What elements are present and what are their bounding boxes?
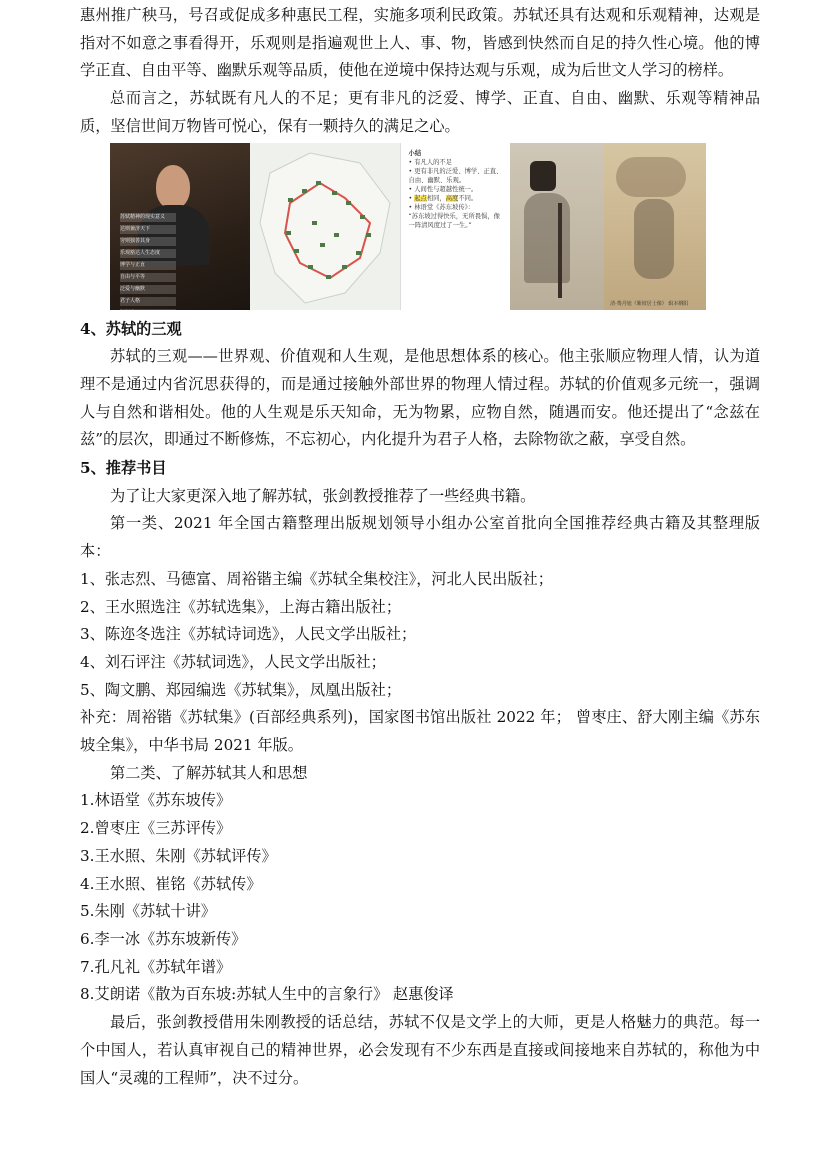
figure-shape [616,157,686,197]
summary-title: 小结 [408,149,422,157]
book-item: 8.艾朗诺《散为百东坡:苏轼人生中的言象行》 赵惠俊译 [80,985,454,1004]
slide-line: 穷则独善其身 [120,237,176,246]
figure-shape [530,161,556,191]
slide-line: 乐观豁达人生态度 [120,249,176,258]
slide-line: 自由与平等 [120,273,176,282]
lecturer-head-shape [156,165,190,209]
book-item: 2.曾枣庄《三苏评传》 [80,819,232,838]
image-strip [110,143,706,310]
summary-quote-source: • 林语堂《苏东坡传》： [408,203,475,211]
category-1-title: 第一类、2021 年全国古籍整理出版规划领导小组办公室首批向全国推荐经典古籍及其整理版本： [80,514,760,561]
book-item: 5.朱刚《苏轼十讲》 [80,902,216,921]
summary-slide [400,143,511,310]
category-2-list [80,787,760,1009]
book-item: 6.李一冰《苏东坡新传》 [80,929,247,948]
book-item: 1、张志烈、马德富、周裕锴主编《苏轼全集校注》，河北人民出版社； [80,569,553,588]
travel-map-image [250,143,400,310]
section-5-intro: 为了让大家更深入地了解苏轼，张剑教授推荐了一些经典书籍。 [110,486,536,505]
book-item: 1.林语堂《苏东坡传》 [80,791,232,810]
map-illustration [250,143,400,310]
slide-line [120,309,176,310]
slide-line: 苏轼精神的现实意义 [120,213,176,222]
section-4-heading: 4、苏轼的三观 [80,319,182,338]
book-item: 3、陈迩冬选注《苏轼诗词选》，人民文学出版社； [80,625,417,644]
summary-bullet: • 更有非凡的泛爱、博学、正直、自由、幽默、乐观。 [408,167,503,184]
intro-paragraph-1: 惠州推广秧马，号召或促成多种惠民工程，实施多项利民政策。苏轼还具有达观和乐观精神，达观是指对不如意之事看得开，乐观则是指遍观世上人、事、物，皆感到快然而自足的持久性心境。他的博学正直、自由平等、幽默乐观等品质，使他在逆境中保持达观与乐观，成为后世文人学习的榜样。 [80,6,760,80]
slide-line: 达则兼济天下 [120,225,176,234]
summary-bullet: • 人间性与超越性统一。 [408,185,478,193]
book-item: 5、陶文鹏、郑园编选《苏轼集》，凤凰出版社； [80,680,402,699]
section-4-body: 苏轼的三观——世界观、价值观和人生观，是他思想体系的核心。他主张顺应物理人情，认为道理不是通过内省沉思获得的，而是通过接触外部世界的物理人情过程。苏轼的价值观多元统一，强调人与自然和谐相处。他的人生观是乐天知命，无为物累，应物自然，随遇而安。他还提出了“念兹在兹”的层次，即通过不断修炼，不忘初心，内化提升为君子人格，去除物欲之蔽，享受自然。 [80,347,760,449]
summary-bullet: • 起点相同，高度不同。 [408,194,478,202]
supplement-note: 补充：周裕锴《苏轼集》(百部经典系列)，国家图书馆出版社 2022 年； 曾枣庄、舒大刚主编《苏东坡全集》，中华书局 2021 年版。 [80,708,760,755]
lecturer-photo [110,143,250,310]
figure-painting [604,143,706,310]
figure-shape [634,199,674,279]
book-item: 2、王水照选注《苏轼选集》，上海古籍出版社； [80,597,402,616]
figure-shape [524,193,570,283]
book-item: 3.王水照、朱刚《苏轼评传》 [80,846,277,865]
summary-quote: “苏东坡过得快乐，无所畏惧，像一阵清风度过了一生。” [408,212,500,229]
category-2-title: 第二类、了解苏轼其人和思想 [110,763,308,782]
slide-line: 泛爱与幽默 [120,285,176,294]
painting-caption: 清·费丹旭《紫坡居士像》 辑本纲阳 [610,300,689,307]
slide-line: 君子人格 [120,297,176,306]
section-5-heading: 5、推荐书目 [80,459,167,478]
summary-note [409,149,505,230]
portrait-painting [510,143,604,310]
intro-paragraph-2: 总而言之，苏轼既有凡人的不足；更有非凡的泛爱、博学、正直、自由、幽默、乐观等精神品质，坚信世间万物皆可悦心，保有一颗持久的满足之心。 [80,89,760,135]
slide-caption-list [120,213,176,310]
document-page [80,0,760,1092]
book-item: 7.孔凡礼《苏轼年谱》 [80,957,232,976]
book-item: 4.王水照、崔铭《苏轼传》 [80,874,262,893]
book-item: 4、刘石评注《苏轼词选》，人民文学出版社； [80,652,386,671]
closing-paragraph: 最后，张剑教授借用朱刚教授的话总结，苏轼不仅是文学上的大师，更是人格魅力的典范。每一个中国人，若认真审视自己的精神世界，必会发现有不少东西是直接或间接地来自苏轼的，称他为中国人“灵魂的工程师”，决不过分。 [80,1013,760,1087]
category-1-list [80,566,760,705]
figure-shape [558,203,562,298]
summary-bullet: • 有凡人的不足 [408,158,453,166]
slide-line: 博学与正直 [120,261,176,270]
